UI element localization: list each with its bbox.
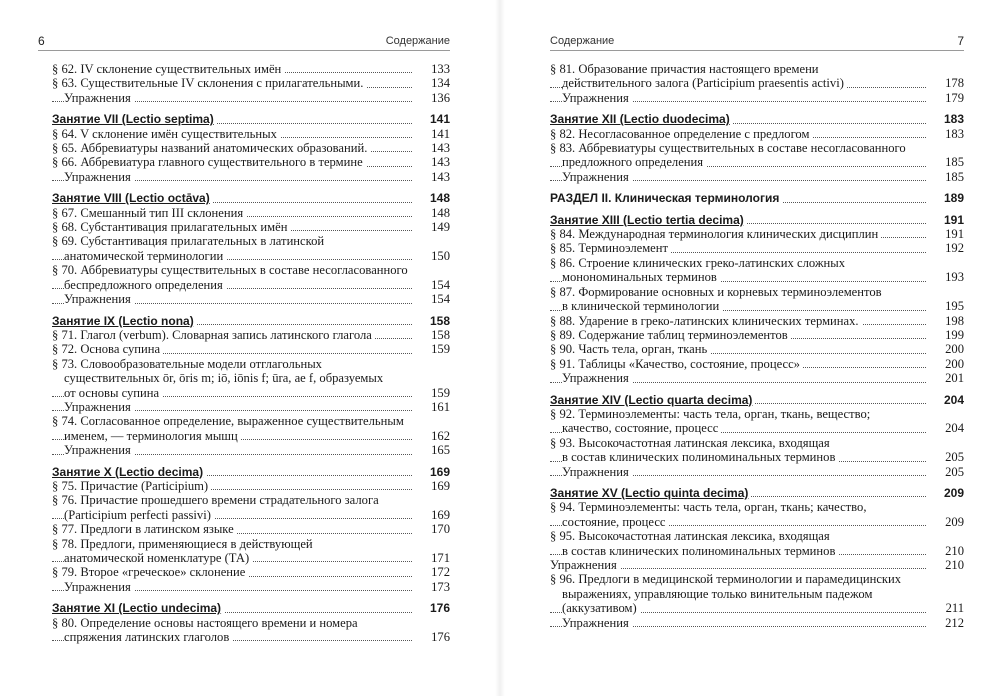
page-number: 7 [957,34,964,48]
toc-entry-title: Занятие IX (Lectio nona) [52,314,197,328]
toc-entry [52,328,450,342]
toc-leader-line [550,328,928,342]
toc-entry [550,127,964,141]
toc-entry-line: § 83. Аббревиатуры существительных в составе несогласованного [550,141,906,156]
toc-entry-title: Упражнения [64,292,134,306]
toc-leader-line [550,544,928,558]
toc-leader-line [550,616,928,630]
toc-entry-title: Упражнения [562,371,632,385]
toc-entry-line: § 78. Предлоги, применяющиеся в действующей [52,536,313,551]
toc-leader-line [52,601,414,615]
toc-page-number: 154 [431,277,450,292]
toc-lesson-heading [52,112,450,126]
toc-entry-title: § 90. Часть тела, орган, ткань [550,342,710,356]
toc-leader-line [52,522,414,536]
toc-entry-title: состояние, процесс [562,515,669,529]
toc-entry-title: Занятие XI (Lectio undecima) [52,601,224,615]
toc-leader-line [550,127,928,141]
toc-entry [550,62,964,91]
toc-leader-line [52,155,414,169]
toc-leader-line [52,479,414,493]
toc-leader-line [52,551,414,565]
toc-page-number: 193 [945,270,964,285]
toc-entry [550,558,964,572]
running-header-left [38,30,450,51]
toc-page-number: 169 [429,464,450,479]
toc-entry-line: § 74. Согласованное определение, выраженное существительным [52,414,404,429]
toc-entry [52,127,450,141]
toc-leader-line [52,112,414,126]
toc-page-number: 211 [945,601,964,616]
toc-entry [550,227,964,241]
toc-entry-title: от основы супина [64,386,162,400]
toc-entry [550,285,964,314]
toc-entry-title: спряжения латинских глаголов [64,630,232,644]
toc-entry-line: § 80. Определение основы настоящего времени и номера [52,615,358,630]
toc-entry-title: предложного определения [562,155,706,169]
toc-page-number: 159 [431,342,450,357]
toc-page-number: 172 [431,565,450,580]
toc-entry [550,314,964,328]
toc-entry-line: существительных ōr, ōris m; iō, iōnis f; ūra, ae f, образуемых [64,371,384,386]
toc-entry-line: § 87. Формирование основных и корневых терминоэлементов [550,284,882,299]
toc-entry-title: Занятие VII (Lectio septima) [52,112,217,126]
toc-entry-title: § 71. Глагол (verbum). Словарная запись латинского глагола [52,328,375,342]
toc-entry [52,443,450,457]
toc-entry-title: Занятие XV (Lectio quinta decima) [550,486,751,500]
toc-entry [52,234,450,263]
toc-entry-line: выражениях, управляющие только винительным падежом [562,586,873,601]
toc-leader-line [550,241,928,255]
toc-leader-line [550,601,928,615]
toc-entry [52,580,450,594]
toc-leader-line [550,357,928,371]
toc-page-number: 161 [431,399,450,414]
toc-entry-title: Упражнения [562,465,632,479]
toc-entry [550,436,964,465]
toc-entry-title: анатомической терминологии [64,249,226,263]
section-gap [52,594,450,601]
toc-page-number: 165 [431,443,450,458]
toc-entry [550,141,964,170]
toc-leader-line [52,508,414,522]
toc-page-number: 173 [431,579,450,594]
toc-leader-line [52,127,414,141]
toc-lesson-heading [550,393,964,407]
toc-page-number: 136 [431,90,450,105]
toc-entry [52,565,450,579]
toc-entry [52,263,450,292]
toc-entry-line: § 73. Словообразовательные модели отглагольных [52,356,322,371]
toc-entry [52,414,450,443]
toc-lesson-heading [52,465,450,479]
toc-leader-line [52,429,414,443]
toc-entry [550,328,964,342]
toc-leader-line [52,328,414,342]
toc-leader-line [52,630,414,644]
toc-entry [550,572,964,615]
toc-page-number: 212 [945,615,964,630]
toc-page-number: 141 [431,126,450,141]
toc-page-number: 204 [945,421,964,436]
toc-page-number: 143 [431,169,450,184]
right-page [510,0,1000,696]
toc-entry [550,616,964,630]
section-gap [52,307,450,314]
toc-entry-title: анатомической номенклатуре (ТА) [64,551,252,565]
toc-leader-line [550,227,928,241]
toc-page-number: 171 [431,551,450,565]
toc-entry [52,292,450,306]
toc-entry-title: § 84. Международная терминология клинических дисциплин [550,227,881,241]
toc-entry-title: § 88. Ударение в греко-латинских клинических терминах. [550,314,862,328]
toc-page-number: 170 [431,522,450,537]
toc-entry-title: монономинальных терминов [562,270,720,284]
toc-leader-line [52,76,414,90]
toc-leader-line [52,465,414,479]
toc-entry-title: Занятие XIII (Lectio tertia decima) [550,213,747,227]
toc-entry-title: качество, состояние, процесс [562,421,721,435]
toc-entry-title: беспредложного определения [64,278,226,292]
toc-leader-line [550,191,928,205]
toc-entry-title: в клинической терминологии [562,299,722,313]
running-header-right [550,30,964,51]
toc-page-number: 159 [431,385,450,400]
toc-leader-line [52,400,414,414]
toc-page-number: 209 [943,485,964,500]
toc-entry [550,371,964,385]
toc-entry-title: Упражнения [550,558,620,572]
toc-page-number: 158 [429,313,450,328]
toc-lesson-heading [52,191,450,205]
toc-entry-title: § 63. Существительные IV склонения с прилагательными. [52,76,366,90]
toc-entry-line: § 86. Строение клинических греко-латинских сложных [550,255,846,270]
toc-leader-line [550,213,928,227]
toc-entry-title: в состав клинических полиноминальных терминов [562,450,838,464]
toc-lesson-heading [52,601,450,615]
toc-leader-line [52,220,414,234]
toc-page-number: 176 [431,630,450,645]
section-gap [52,458,450,465]
toc-entry [52,479,450,493]
toc-leader-line [550,371,928,385]
toc-entry [52,62,450,76]
toc-entry [52,493,450,522]
toc-page-number: 192 [945,241,964,256]
toc-entry [52,76,450,90]
toc-page-number: 162 [431,428,450,443]
toc-lesson-heading [550,112,964,126]
toc-lesson-heading [550,486,964,500]
left-page [0,0,490,696]
toc-page-number: 169 [431,478,450,493]
toc-section-heading [550,191,964,205]
toc-entry-line: § 76. Причастие прошедшего времени страдательного залога [52,493,379,508]
toc-leader-line [52,141,414,155]
toc-page-number: 191 [945,227,964,242]
toc-page-number: 205 [945,450,964,465]
toc-entry-title: § 75. Причастие (Participium) [52,479,211,493]
toc-entry-title: § 72. Основа супина [52,342,163,356]
table-of-contents-right [550,62,964,630]
toc-page-number: 178 [945,76,964,91]
toc-leader-line [52,278,414,292]
toc-entry [550,500,964,529]
section-gap [52,184,450,191]
page-number: 6 [38,34,45,48]
toc-entry [550,465,964,479]
toc-leader-line [52,342,414,356]
toc-leader-line [52,62,414,76]
toc-entry-title: § 91. Таблицы «Качество, состояние, процесс» [550,357,803,371]
toc-page-number: 183 [945,126,964,141]
toc-leader-line [550,558,928,572]
toc-leader-line [52,206,414,220]
toc-entry [52,342,450,356]
toc-page-number: 195 [945,299,964,314]
toc-leader-line [52,191,414,205]
toc-lesson-heading [550,213,964,227]
toc-entry [52,357,450,400]
toc-entry [52,400,450,414]
toc-entry [52,206,450,220]
toc-leader-line [52,565,414,579]
toc-entry [550,357,964,371]
toc-page-number: 169 [431,507,450,522]
toc-page-number: 148 [429,191,450,206]
toc-leader-line [52,580,414,594]
toc-leader-line [52,314,414,328]
toc-leader-line [550,112,928,126]
toc-entry-title: Упражнения [64,170,134,184]
toc-entry [52,155,450,169]
toc-entry-title: Упражнения [64,400,134,414]
toc-page-number: 143 [431,155,450,170]
toc-entry-line: § 81. Образование причастия настоящего времени [550,62,819,76]
toc-leader-line [52,292,414,306]
toc-leader-line [550,342,928,356]
toc-leader-line [550,91,928,105]
running-title: Содержание [385,35,450,47]
toc-page-number: 158 [431,327,450,342]
toc-page-number: 209 [945,514,964,529]
toc-entry-title: Упражнения [562,91,632,105]
toc-entry-title: § 68. Субстантивация прилагательных имён [52,220,290,234]
toc-page-number: 210 [945,558,964,572]
toc-leader-line [52,386,414,400]
toc-page-number: 201 [945,371,964,386]
toc-leader-line [550,515,928,529]
toc-entry-title: именем, — терминология мышц [64,429,241,443]
toc-page-number: 204 [943,392,964,407]
toc-leader-line [52,170,414,184]
toc-entry-title: § 89. Содержание таблиц терминоэлементов [550,328,791,342]
toc-entry-title: Упражнения [562,170,632,184]
toc-page-number: 199 [945,327,964,342]
toc-entry-title: в состав клинических полиноминальных терминов [562,544,838,558]
section-gap [550,206,964,213]
toc-page-number: 185 [945,155,964,170]
toc-entry-title: Упражнения [64,91,134,105]
toc-entry-line: § 95. Высокочастотная латинская лексика, входящая [550,529,830,544]
toc-page-number: 189 [943,191,964,206]
toc-entry-title: Упражнения [64,443,134,457]
toc-leader-line [550,155,928,169]
toc-leader-line [550,270,928,284]
toc-entry [550,342,964,356]
toc-entry-title: Занятие X (Lectio decima) [52,465,206,479]
toc-entry [52,141,450,155]
toc-leader-line [550,465,928,479]
toc-entry-title: Занятие VIII (Lectio octāva) [52,191,213,205]
toc-entry-title: (аккузативом) [562,601,640,615]
toc-entry-title: § 82. Несогласованное определение с предлогом [550,127,812,141]
toc-leader-line [550,299,928,313]
toc-entry-line: § 94. Терминоэлементы: часть тела, орган, ткань; качество, [550,500,867,515]
toc-page-number: 205 [945,464,964,479]
toc-entry-line: § 69. Субстантивация прилагательных в латинской [52,234,325,249]
section-gap [550,184,964,191]
book-gutter [495,0,505,696]
toc-entry-title: § 65. Аббревиатуры названий анатомических образований. [52,141,370,155]
toc-entry [550,256,964,285]
toc-page-number: 150 [431,248,450,263]
toc-entry [52,616,450,645]
toc-entry-title: Занятие XII (Lectio duodecima) [550,112,733,126]
toc-entry-title: § 66. Аббревиатура главного существительного в термине [52,155,366,169]
toc-page-number: 154 [431,292,450,307]
toc-entry-title: § 62. IV склонение существительных имён [52,62,284,76]
toc-page-number: 141 [429,112,450,127]
toc-page-number: 191 [943,212,964,227]
toc-leader-line [550,421,928,435]
toc-page-number: 149 [431,220,450,235]
toc-page-number: 200 [945,356,964,371]
toc-leader-line [52,91,414,105]
toc-entry [550,170,964,184]
toc-page-number: 183 [943,112,964,127]
toc-page-number: 148 [431,205,450,220]
toc-leader-line [550,314,928,328]
toc-page-number: 210 [945,543,964,558]
toc-leader-line [52,443,414,457]
toc-page-number: 134 [431,76,450,91]
toc-entry-title: § 64. V склонение имён существительных [52,127,280,141]
toc-entry-title: Занятие XIV (Lectio quarta decima) [550,393,755,407]
toc-entry-title: § 79. Второе «греческое» склонение [52,565,248,579]
toc-leader-line [52,249,414,263]
toc-page-number: 176 [429,601,450,616]
toc-entry-title: § 77. Предлоги в латинском языке [52,522,237,536]
toc-page-number: 143 [431,141,450,156]
toc-leader-line [550,450,928,464]
toc-entry-title: (Participium perfecti passivi) [64,508,214,522]
toc-entry-line: § 70. Аббревиатуры существительных в составе несогласованного [52,263,408,278]
toc-entry-title: РАЗДЕЛ II. Клиническая терминология [550,191,782,205]
toc-entry-title: Упражнения [562,616,632,630]
toc-leader-line [550,393,928,407]
toc-entry-title: § 67. Смешанный тип III склонения [52,206,246,220]
toc-page-number: 133 [431,62,450,76]
toc-page-number: 185 [945,169,964,184]
toc-entry-title: § 85. Терминоэлемент [550,241,671,255]
toc-page-number: 198 [945,313,964,328]
toc-entry [550,241,964,255]
toc-entry [550,529,964,558]
toc-entry-line: § 92. Терминоэлементы: часть тела, орган, ткань, вещество; [550,406,871,421]
toc-entry-line: § 93. Высокочастотная латинская лексика, входящая [550,435,830,450]
toc-page-number: 179 [945,90,964,105]
toc-leader-line [550,76,928,90]
toc-entry [52,537,450,566]
toc-entry [52,91,450,105]
toc-entry [550,91,964,105]
section-gap [550,105,964,112]
toc-entry-title: Упражнения [64,580,134,594]
toc-page-number: 200 [945,342,964,357]
toc-entry [52,170,450,184]
toc-entry [52,522,450,536]
section-gap [550,386,964,393]
toc-entry-title: действительного залога (Participium praesentis activi) [562,76,847,90]
toc-entry [550,407,964,436]
toc-lesson-heading [52,314,450,328]
toc-leader-line [550,170,928,184]
running-title: Содержание [550,35,615,47]
section-gap [52,105,450,112]
section-gap [550,479,964,486]
toc-entry [52,220,450,234]
toc-leader-line [550,486,928,500]
toc-entry-line: § 96. Предлоги в медицинской терминологии и парамедицинских [550,572,902,587]
table-of-contents-left [52,62,450,644]
